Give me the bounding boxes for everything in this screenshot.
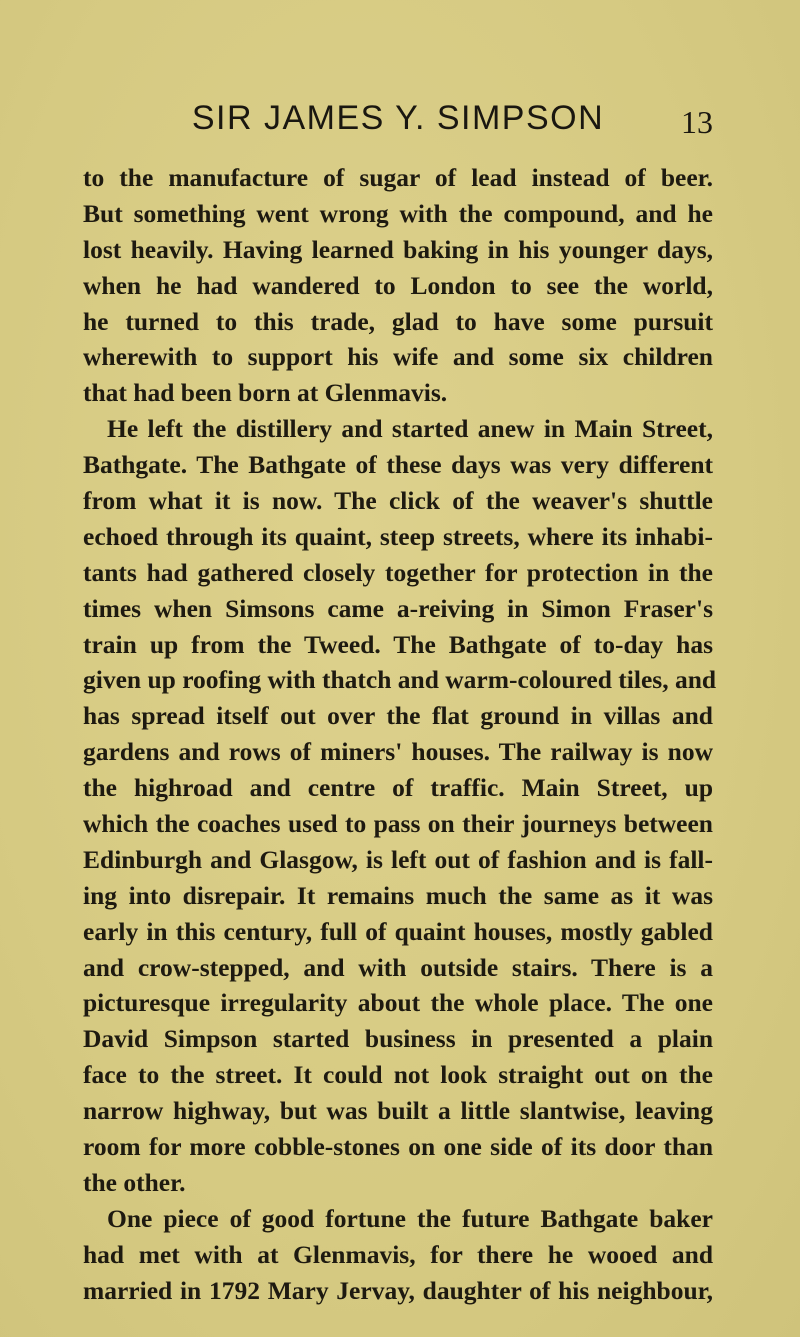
text-line: tants had gathered closely together for protection in the — [83, 557, 713, 587]
text-line: and crow-stepped, and with outside stairs. There is a — [83, 952, 713, 982]
text-line: But something went wrong with the compound, and he — [83, 198, 713, 228]
text-line: that had been born at Glenmavis. — [83, 378, 448, 408]
text-line: echoed through its quaint, steep streets, where its inhabi- — [83, 521, 713, 551]
text-line: Edinburgh and Glasgow, is left out of fashion and is fall- — [83, 844, 713, 874]
text-line: ing into disrepair. It remains much the same as it was — [83, 880, 713, 910]
text-line: He left the distillery and started anew in Main Street, — [107, 414, 713, 444]
text-line: picturesque irregularity about the whole place. The one — [83, 988, 713, 1018]
paragraph — [83, 160, 713, 411]
text-line: narrow highway, but was built a little slantwise, leaving — [83, 1096, 713, 1126]
text-line: which the coaches used to pass on their journeys between — [83, 809, 713, 839]
text-line: he turned to this trade, glad to have some pursuit — [83, 306, 713, 336]
text-line: has spread itself out over the flat ground in villas and — [83, 701, 713, 731]
text-line: given up roofing with thatch and warm-coloured tiles, and — [83, 665, 717, 695]
text-line: times when Simsons came a-reiving in Simon Fraser's — [83, 593, 713, 623]
text-line: lost heavily. Having learned baking in his younger days, — [83, 234, 713, 264]
paragraph — [83, 1201, 713, 1309]
text-line: when he had wandered to London to see the world, — [83, 270, 713, 300]
text-line: train up from the Tweed. The Bathgate of to-day has — [83, 629, 713, 659]
body-text — [83, 160, 717, 1309]
page-number: 13 — [681, 104, 713, 140]
text-line: face to the street. It could not look straight out on the — [83, 1060, 713, 1090]
text-line: the highroad and centre of traffic. Main Street, up — [83, 773, 713, 803]
text-line: Bathgate. The Bathgate of these days was very different — [83, 450, 713, 480]
running-head — [83, 88, 713, 148]
text-line: early in this century, full of quaint houses, mostly gabled — [83, 916, 713, 946]
text-line: from what it is now. The click of the weaver's shuttle — [83, 486, 713, 516]
text-line: gardens and rows of miners' houses. The railway is now — [83, 737, 713, 767]
text-line: wherewith to support his wife and some six children — [83, 342, 713, 372]
running-head-title: SIR JAMES Y. SIMPSON — [191, 99, 605, 137]
text-line: had met with at Glenmavis, for there he wooed and — [83, 1239, 713, 1269]
text-line: the other. — [83, 1167, 186, 1197]
text-line: to the manufacture of sugar of lead instead of beer. — [83, 163, 713, 192]
text-line: room for more cobble-stones on one side of its door than — [83, 1132, 713, 1162]
paragraph — [83, 411, 717, 1201]
text-line: One piece of good fortune the future Bathgate baker — [107, 1203, 713, 1233]
text-line: David Simpson started business in presented a plain — [83, 1024, 713, 1054]
text-line: married in 1792 Mary Jervay, daughter of his neighbour, — [83, 1275, 713, 1305]
